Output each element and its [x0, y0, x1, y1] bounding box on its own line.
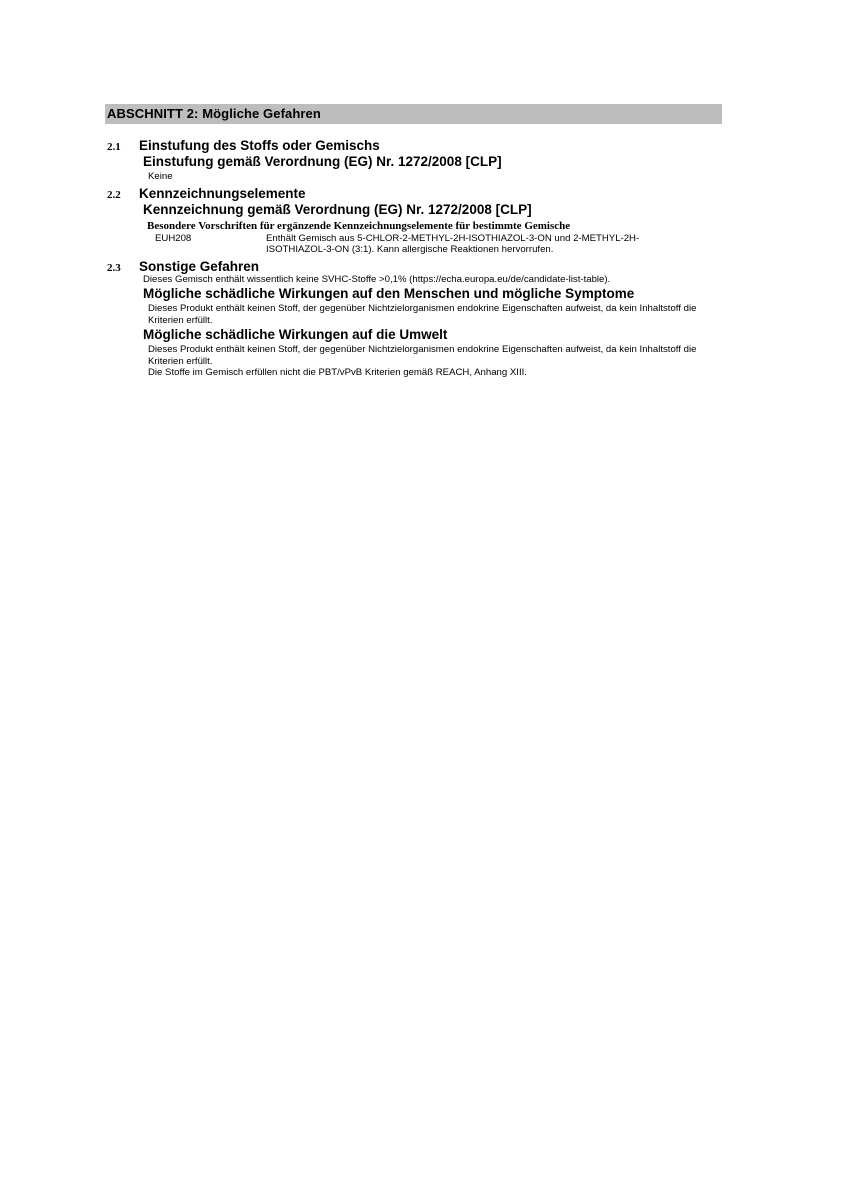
subsection-number: 2.3 [107, 261, 121, 274]
clp-labelling-heading: Kennzeichnung gemäß Verordnung (EG) Nr. 1272/2008 [CLP] [143, 201, 532, 217]
subsection-2-2 [105, 186, 722, 256]
pbt-statement: Die Stoffe im Gemisch erfüllen nicht die PBT/vPvB Kriterien gemäß REACH, Anhang XIII. [148, 367, 527, 378]
subsection-title: Kennzeichnungselemente [139, 185, 306, 201]
human-effects-heading: Mögliche schädliche Wirkungen auf den Menschen und mögliche Symptome [143, 286, 635, 301]
clp-classification-heading: Einstufung gemäß Verordnung (EG) Nr. 1272/2008 [CLP] [143, 154, 502, 169]
subsection-title: Sonstige Gefahren [139, 258, 260, 274]
euh-code: EUH208 [155, 232, 192, 244]
human-effects-text: Dieses Produkt enthält keinen Stoff, der gegenüber Nichtzielorganismen endokrine Eigenschaften aufweist, da kein Inhaltstoff die Kriterien erfüllt. [148, 303, 697, 326]
special-provisions-heading: Besondere Vorschriften für ergänzende Kennzeichnungselemente für bestimmte Gemische [147, 219, 571, 232]
section-header: ABSCHNITT 2: Mögliche Gefahren [105, 104, 722, 124]
euh-text: Enthält Gemisch aus 5-CHLOR-2-METHYL-2H-ISOTHIAZOL-3-ON und 2-METHYL-2H-ISOTHIAZOL-3-ON (3:1). Kann allergische Reaktionen hervorrufen. [266, 232, 640, 255]
svhc-statement: Dieses Gemisch enthält wissentlich keine SVHC-Stoffe >0,1% (https://echa.europa.eu/de/candidate-list-table). [143, 273, 611, 285]
euh-statement-row [105, 233, 722, 256]
environment-effects-text: Dieses Produkt enthält keinen Stoff, der gegenüber Nichtzielorganismen endokrine Eigenschaften aufweist, da kein Inhaltstoff die Kriterien erfüllt. [148, 344, 697, 367]
subsection-number: 2.1 [107, 141, 121, 153]
subsection-2-3 [105, 259, 722, 379]
subsection-title: Einstufung des Stoffs oder Gemischs [139, 138, 380, 153]
classification-value: Keine [148, 171, 173, 182]
subsection-2-1 [105, 138, 722, 183]
environment-effects-heading: Mögliche schädliche Wirkungen auf die Umwelt [143, 327, 448, 342]
subsection-number: 2.2 [107, 188, 121, 201]
sds-page [105, 104, 722, 379]
